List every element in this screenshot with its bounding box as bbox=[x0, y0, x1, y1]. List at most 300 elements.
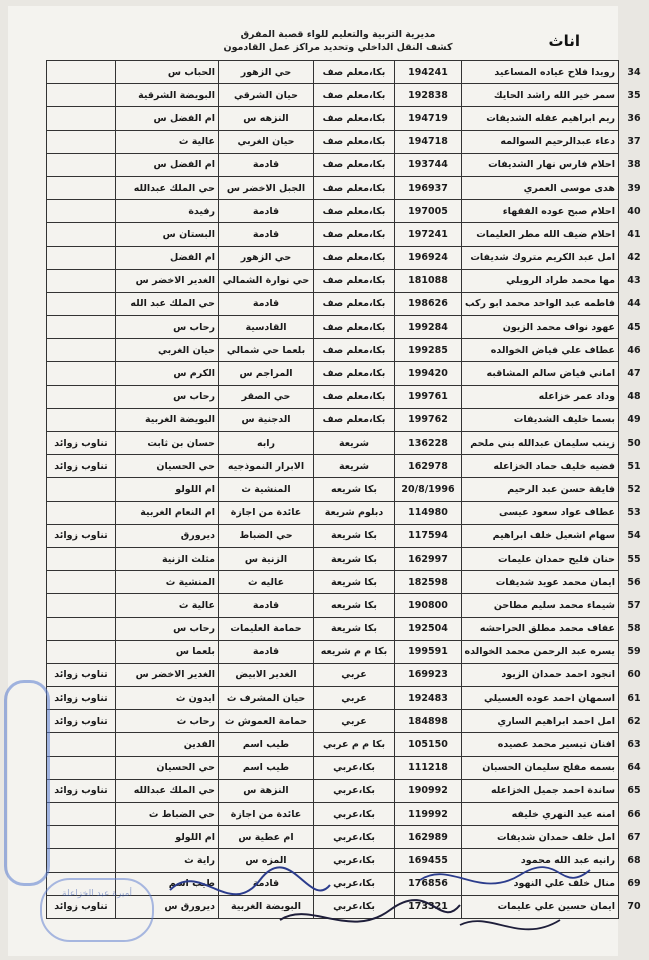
cell-id: 162997 bbox=[395, 547, 462, 570]
cell-from: رابه bbox=[219, 432, 314, 455]
cell-id: 199761 bbox=[395, 385, 462, 408]
blue-stamp-bottom bbox=[40, 878, 154, 942]
cell-note bbox=[47, 153, 116, 176]
table-row bbox=[47, 571, 649, 594]
cell-spec: بكا،معلم صف bbox=[314, 269, 395, 292]
cell-to: بلعما س bbox=[116, 640, 219, 663]
cell-name: سهام اشعيل خلف ابراهيم bbox=[462, 524, 619, 547]
cell-id: 194241 bbox=[395, 61, 462, 84]
cell-to: رحاب س bbox=[116, 385, 219, 408]
cell-id: 169923 bbox=[395, 663, 462, 686]
cell-no: 47 bbox=[627, 368, 641, 380]
cell-note bbox=[47, 61, 116, 84]
cell-no: 39 bbox=[627, 182, 641, 194]
document-header bbox=[208, 28, 468, 54]
cell-spec: بكا،معلم صف bbox=[314, 362, 395, 385]
cell-to: حي الضباط ث bbox=[116, 803, 219, 826]
cell-to: الغدير الاخضر س bbox=[116, 663, 219, 686]
stamp-text: أميرة عبد الخزاعلة bbox=[62, 889, 132, 899]
cell-from: قادمة bbox=[219, 153, 314, 176]
cell-spec: بكا،عربي bbox=[314, 872, 395, 895]
cell-to: رحاب س bbox=[116, 316, 219, 339]
cell-to: رفيدة bbox=[116, 200, 219, 223]
cell-spec: بكا،معلم صف bbox=[314, 107, 395, 130]
cell-id: 181088 bbox=[395, 269, 462, 292]
cell-from: عاليه ث bbox=[219, 571, 314, 594]
cell-note bbox=[47, 408, 116, 431]
cell-to: المنشية ث bbox=[116, 571, 219, 594]
cell-id: 199591 bbox=[395, 640, 462, 663]
cell-note: تناوب زوائد bbox=[47, 895, 116, 918]
cell-from: قادمة bbox=[219, 223, 314, 246]
cell-no: 68 bbox=[627, 854, 641, 866]
cell-spec: عربي bbox=[314, 663, 395, 686]
cell-no: 56 bbox=[627, 576, 641, 588]
table-row bbox=[47, 547, 649, 570]
table-row bbox=[47, 710, 649, 733]
cell-to: ام اللولو bbox=[116, 478, 219, 501]
cell-note: تناوب زوائد bbox=[47, 663, 116, 686]
cell-from: عائدة من اجازة bbox=[219, 501, 314, 524]
cell-spec: بكا،معلم صف bbox=[314, 61, 395, 84]
cell-no: 67 bbox=[627, 831, 641, 843]
cell-from: حيان المشرف ث bbox=[219, 687, 314, 710]
cell-from: حي الصقر bbox=[219, 385, 314, 408]
cell-from: قادمة bbox=[219, 640, 314, 663]
table-row bbox=[47, 687, 649, 710]
table-row bbox=[47, 640, 649, 663]
cell-from: حيان الشرقي bbox=[219, 84, 314, 107]
table-row bbox=[47, 408, 649, 431]
cell-no: 69 bbox=[627, 878, 641, 890]
cell-name: رانيه عبد الله محمود bbox=[462, 849, 619, 872]
table-row bbox=[47, 756, 649, 779]
cell-from: حمامة العليمات bbox=[219, 617, 314, 640]
cell-to: الفدين bbox=[116, 733, 219, 756]
cell-from: البويضة الغربية bbox=[219, 895, 314, 918]
cell-spec: بكا شريعة bbox=[314, 524, 395, 547]
cell-name: عطاف عواد سعود عيسى bbox=[462, 501, 619, 524]
cell-spec: بكا،عربي bbox=[314, 826, 395, 849]
cell-spec: بكا،معلم صف bbox=[314, 385, 395, 408]
cell-to: ام الفضل س bbox=[116, 153, 219, 176]
cell-to: رحاب ث bbox=[116, 710, 219, 733]
cell-id: 197005 bbox=[395, 200, 462, 223]
cell-name: امل عبد الكريم متروك شديفات bbox=[462, 246, 619, 269]
header-line-1: مديرية التربية والتعليم للواء قصبة المفرق bbox=[240, 29, 436, 40]
header-line-2: كشف النقل الداخلي وتحديد مراكز عمل القادمون bbox=[223, 42, 453, 53]
cell-to: ام الفضل س bbox=[116, 107, 219, 130]
cell-from: قادمة bbox=[219, 292, 314, 315]
cell-note bbox=[47, 269, 116, 292]
cell-name: عفاف محمد مطلق الحراحشه bbox=[462, 617, 619, 640]
cell-no: 48 bbox=[627, 391, 641, 403]
cell-to: ام النعام الغربية bbox=[116, 501, 219, 524]
cell-note: تناوب زوائد bbox=[47, 524, 116, 547]
table-row bbox=[47, 339, 649, 362]
cell-no: 40 bbox=[627, 205, 641, 217]
table-row bbox=[47, 663, 649, 686]
cell-from: المنشية ث bbox=[219, 478, 314, 501]
cell-no: 45 bbox=[627, 321, 641, 333]
cell-name: احلام ضيف الله مطر العليمات bbox=[462, 223, 619, 246]
cell-name: احلام فارس نهار الشديفات bbox=[462, 153, 619, 176]
table-row bbox=[47, 594, 649, 617]
cell-id: 111218 bbox=[395, 756, 462, 779]
table-row bbox=[47, 107, 649, 130]
cell-spec: بكا،عربي bbox=[314, 803, 395, 826]
cell-note bbox=[47, 733, 116, 756]
cell-to: الغدير الاخضر س bbox=[116, 269, 219, 292]
cell-name: احلام صبح عوده الفقهاء bbox=[462, 200, 619, 223]
cell-spec: بكا،معلم صف bbox=[314, 176, 395, 199]
cell-name: رويدا فلاح عياده المساعيد bbox=[462, 61, 619, 84]
cell-note bbox=[47, 501, 116, 524]
cell-id: 196937 bbox=[395, 176, 462, 199]
cell-name: يسره عبد الرحمن محمد الخوالده bbox=[462, 640, 619, 663]
cell-to: البستان س bbox=[116, 223, 219, 246]
cell-spec: بكا،معلم صف bbox=[314, 200, 395, 223]
cell-id: 196924 bbox=[395, 246, 462, 269]
cell-spec: بكا شريعه bbox=[314, 478, 395, 501]
cell-no: 34 bbox=[627, 66, 641, 78]
cell-note bbox=[47, 107, 116, 130]
cell-id: 199762 bbox=[395, 408, 462, 431]
cell-id: 162978 bbox=[395, 455, 462, 478]
cell-note: تناوب زوائد bbox=[47, 455, 116, 478]
cell-note: تناوب زوائد bbox=[47, 432, 116, 455]
cell-spec: بكا،عربي bbox=[314, 849, 395, 872]
blue-stamp-left bbox=[4, 680, 50, 886]
cell-to: الحباب س bbox=[116, 61, 219, 84]
cell-from: النزهه س bbox=[219, 107, 314, 130]
cell-to: حيان الغربي bbox=[116, 339, 219, 362]
table-row bbox=[47, 826, 649, 849]
cell-to: ام الفضل bbox=[116, 246, 219, 269]
cell-id: 190800 bbox=[395, 594, 462, 617]
table-row bbox=[47, 223, 649, 246]
cell-note bbox=[47, 200, 116, 223]
cell-note bbox=[47, 385, 116, 408]
cell-name: بسما خليف الشديفات bbox=[462, 408, 619, 431]
cell-no: 52 bbox=[627, 483, 641, 495]
cell-id: 197241 bbox=[395, 223, 462, 246]
cell-note bbox=[47, 176, 116, 199]
cell-note bbox=[47, 292, 116, 315]
cell-from: الدجنية س bbox=[219, 408, 314, 431]
cell-name: فضيه خليف حماد الخزاعله bbox=[462, 455, 619, 478]
cell-from: قادمة bbox=[219, 872, 314, 895]
cell-name: اماني فياض سالم المشاقبه bbox=[462, 362, 619, 385]
cell-spec: بكا،معلم صف bbox=[314, 153, 395, 176]
cell-note bbox=[47, 362, 116, 385]
cell-to: طيب اسم bbox=[116, 872, 219, 895]
cell-no: 66 bbox=[627, 808, 641, 820]
cell-note bbox=[47, 84, 116, 107]
cell-no: 62 bbox=[627, 715, 641, 727]
table-row bbox=[47, 779, 649, 802]
cell-note: تناوب زوائد bbox=[47, 779, 116, 802]
table-row bbox=[47, 246, 649, 269]
cell-note: تناوب زوائد bbox=[47, 687, 116, 710]
cell-note bbox=[47, 803, 116, 826]
cell-from: طيب اسم bbox=[219, 756, 314, 779]
table-row bbox=[47, 803, 649, 826]
cell-no: 64 bbox=[627, 762, 641, 774]
table-row bbox=[47, 153, 649, 176]
cell-id: 182598 bbox=[395, 571, 462, 594]
signatures bbox=[160, 850, 600, 950]
cell-no: 60 bbox=[627, 669, 641, 681]
cell-id: 192483 bbox=[395, 687, 462, 710]
cell-id: 169455 bbox=[395, 849, 462, 872]
table-row bbox=[47, 200, 649, 223]
cell-from: طيب اسم bbox=[219, 733, 314, 756]
table-row bbox=[47, 432, 649, 455]
cell-id: 192838 bbox=[395, 84, 462, 107]
cell-from: الابرار النموذجيه bbox=[219, 455, 314, 478]
table-row bbox=[47, 524, 649, 547]
cell-no: 37 bbox=[627, 136, 641, 148]
cell-no: 63 bbox=[627, 739, 641, 751]
cell-no: 49 bbox=[627, 414, 641, 426]
cell-to: حي الملك عبدالله bbox=[116, 779, 219, 802]
cell-no: 36 bbox=[627, 112, 641, 124]
cell-spec: بكا م م شريعه bbox=[314, 640, 395, 663]
cell-name: افنان تيسير محمد عصيده bbox=[462, 733, 619, 756]
cell-spec: بكا م م عربي bbox=[314, 733, 395, 756]
cell-to: حي الملك عبد الله bbox=[116, 292, 219, 315]
cell-spec: شريعة bbox=[314, 455, 395, 478]
cell-name: ايمان محمد عويد شديفات bbox=[462, 571, 619, 594]
cell-no: 44 bbox=[627, 298, 641, 310]
cell-id: 199284 bbox=[395, 316, 462, 339]
cell-from: قادمة bbox=[219, 594, 314, 617]
cell-no: 57 bbox=[627, 599, 641, 611]
cell-spec: بكا شريعه bbox=[314, 594, 395, 617]
cell-id: 199285 bbox=[395, 339, 462, 362]
transfer-table bbox=[46, 60, 649, 919]
cell-spec: عربي bbox=[314, 710, 395, 733]
cell-to: رحاب س bbox=[116, 617, 219, 640]
cell-name: وداد عمر خزاعله bbox=[462, 385, 619, 408]
cell-note bbox=[47, 849, 116, 872]
cell-from: المزه س bbox=[219, 849, 314, 872]
table-row bbox=[47, 478, 649, 501]
table-row bbox=[47, 455, 649, 478]
cell-note bbox=[47, 246, 116, 269]
cell-from: الغدير الابيض bbox=[219, 663, 314, 686]
cell-id: 136228 bbox=[395, 432, 462, 455]
cell-to: ديرورق bbox=[116, 524, 219, 547]
cell-id: 193744 bbox=[395, 153, 462, 176]
cell-id: 20/8/1996 bbox=[395, 478, 462, 501]
cell-to: راية ث bbox=[116, 849, 219, 872]
cell-id: 117594 bbox=[395, 524, 462, 547]
cell-spec: بكا،معلم صف bbox=[314, 223, 395, 246]
cell-name: اسمهان احمد عوده العسيلي bbox=[462, 687, 619, 710]
cell-id: 194718 bbox=[395, 130, 462, 153]
cell-spec: بكا،معلم صف bbox=[314, 246, 395, 269]
cell-no: 41 bbox=[627, 228, 641, 240]
cell-spec: بكا شريعة bbox=[314, 617, 395, 640]
cell-spec: دبلوم شريعة bbox=[314, 501, 395, 524]
cell-name: هدى موسى العمري bbox=[462, 176, 619, 199]
cell-no: 53 bbox=[627, 507, 641, 519]
cell-from: بلعما حي شمالي bbox=[219, 339, 314, 362]
cell-id: 162989 bbox=[395, 826, 462, 849]
cell-name: مها محمد طراد الرويلي bbox=[462, 269, 619, 292]
cell-name: عهود نواف محمد الزيون bbox=[462, 316, 619, 339]
cell-id: 199420 bbox=[395, 362, 462, 385]
table-row bbox=[47, 733, 649, 756]
cell-id: 194719 bbox=[395, 107, 462, 130]
table-row bbox=[47, 176, 649, 199]
cell-to: ايدون ث bbox=[116, 687, 219, 710]
cell-spec: بكا،معلم صف bbox=[314, 84, 395, 107]
cell-spec: بكا،معلم صف bbox=[314, 130, 395, 153]
cell-spec: بكا،معلم صف bbox=[314, 316, 395, 339]
cell-to: مثلث الزنية bbox=[116, 547, 219, 570]
cell-note bbox=[47, 571, 116, 594]
cell-note bbox=[47, 339, 116, 362]
cell-note bbox=[47, 478, 116, 501]
cell-spec: بكا شريعة bbox=[314, 571, 395, 594]
cell-id: 190992 bbox=[395, 779, 462, 802]
cell-spec: بكا شريعة bbox=[314, 547, 395, 570]
cell-no: 65 bbox=[627, 785, 641, 797]
cell-id: 114980 bbox=[395, 501, 462, 524]
cell-to: ام اللولو bbox=[116, 826, 219, 849]
cell-no: 58 bbox=[627, 623, 641, 635]
cell-no: 50 bbox=[627, 437, 641, 449]
cell-no: 46 bbox=[627, 344, 641, 356]
cell-from: قادمة bbox=[219, 200, 314, 223]
table-row bbox=[47, 269, 649, 292]
cell-to: حي الحسيان bbox=[116, 756, 219, 779]
cell-spec: شريعة bbox=[314, 432, 395, 455]
cell-to: حي الملك عبدالله bbox=[116, 176, 219, 199]
cell-note bbox=[47, 617, 116, 640]
cell-name: بسمه مفلح سليمان الحسبان bbox=[462, 756, 619, 779]
cell-from: حي الزهور bbox=[219, 246, 314, 269]
cell-spec: عربي bbox=[314, 687, 395, 710]
cell-to: حي الحسيان bbox=[116, 455, 219, 478]
table-row bbox=[47, 617, 649, 640]
table-row bbox=[47, 385, 649, 408]
table-row bbox=[47, 130, 649, 153]
cell-from: الجبل الاخضر س bbox=[219, 176, 314, 199]
cell-spec: بكا،عربي bbox=[314, 895, 395, 918]
cell-from: حيان الغربي bbox=[219, 130, 314, 153]
cell-from: حي الضباط bbox=[219, 524, 314, 547]
cell-name: امل خلف حمدان شديفات bbox=[462, 826, 619, 849]
cell-note bbox=[47, 826, 116, 849]
cell-from: عائدة من اجازة bbox=[219, 803, 314, 826]
cell-id: 105150 bbox=[395, 733, 462, 756]
cell-no: 43 bbox=[627, 275, 641, 287]
cell-name: فايقة حسن عبد الرحيم bbox=[462, 478, 619, 501]
table-row bbox=[47, 362, 649, 385]
cell-note bbox=[47, 316, 116, 339]
cell-spec: بكا،عربي bbox=[314, 779, 395, 802]
cell-to: عالية ث bbox=[116, 594, 219, 617]
cell-to: البويضة الشرقية bbox=[116, 84, 219, 107]
cell-spec: بكا،معلم صف bbox=[314, 408, 395, 431]
cell-id: 119992 bbox=[395, 803, 462, 826]
cell-no: 42 bbox=[627, 252, 641, 264]
cell-from: ام عطية س bbox=[219, 826, 314, 849]
cell-name: زينب سليمان عبدالله بني ملحم bbox=[462, 432, 619, 455]
cell-from: المراجم س bbox=[219, 362, 314, 385]
cell-to: حسان بن ثابت bbox=[116, 432, 219, 455]
cell-id: 173321 bbox=[395, 895, 462, 918]
cell-id: 176856 bbox=[395, 872, 462, 895]
cell-note: تناوب زوائد bbox=[47, 710, 116, 733]
cell-name: امنه عيد النهري خليفه bbox=[462, 803, 619, 826]
cell-name: ريم ابراهيم عقله الشديفات bbox=[462, 107, 619, 130]
cell-name: سمر خير الله راشد الحايك bbox=[462, 84, 619, 107]
cell-from: حي الزهور bbox=[219, 61, 314, 84]
cell-from: حمامة العموش ث bbox=[219, 710, 314, 733]
cell-no: 61 bbox=[627, 692, 641, 704]
cell-from: الزنية س bbox=[219, 547, 314, 570]
cell-to: الكرم س bbox=[116, 362, 219, 385]
cell-no: 51 bbox=[627, 460, 641, 472]
cell-to: البويضة الغربية bbox=[116, 408, 219, 431]
cell-name: فاطمه عبد الواحد محمد ابو ركب bbox=[462, 292, 619, 315]
cell-name: ايمان حسين علي عليمات bbox=[462, 895, 619, 918]
cell-id: 184898 bbox=[395, 710, 462, 733]
cell-note bbox=[47, 223, 116, 246]
cell-note bbox=[47, 594, 116, 617]
cell-to: ديرورق س bbox=[116, 895, 219, 918]
table-row bbox=[47, 84, 649, 107]
cell-no: 55 bbox=[627, 553, 641, 565]
cell-no: 70 bbox=[627, 901, 641, 913]
cell-name: حنان فليح حمدان عليمات bbox=[462, 547, 619, 570]
cell-name: دعاء عبدالرحيم السوالمه bbox=[462, 130, 619, 153]
table-row bbox=[47, 501, 649, 524]
cell-name: ساندة احمد جميل الخزاعله bbox=[462, 779, 619, 802]
cell-no: 35 bbox=[627, 89, 641, 101]
cell-name: امل احمد ابراهيم الساري bbox=[462, 710, 619, 733]
cell-name: عطاف علي فياض الخوالده bbox=[462, 339, 619, 362]
table-row bbox=[47, 61, 649, 84]
cell-name: انجود احمد حمدان الزيود bbox=[462, 663, 619, 686]
cell-note bbox=[47, 547, 116, 570]
cell-from: النزهة س bbox=[219, 779, 314, 802]
cell-spec: بكا،معلم صف bbox=[314, 339, 395, 362]
cell-name: شيماء محمد سليم مطاحن bbox=[462, 594, 619, 617]
cell-no: 38 bbox=[627, 159, 641, 171]
cell-no: 54 bbox=[627, 530, 641, 542]
cell-spec: بكا،معلم صف bbox=[314, 292, 395, 315]
cell-note bbox=[47, 640, 116, 663]
cell-note bbox=[47, 130, 116, 153]
section-label: اناث bbox=[548, 32, 580, 50]
cell-from: القادسية bbox=[219, 316, 314, 339]
cell-from: حي نوارة الشمالي bbox=[219, 269, 314, 292]
cell-id: 192504 bbox=[395, 617, 462, 640]
table-row bbox=[47, 316, 649, 339]
cell-id: 198626 bbox=[395, 292, 462, 315]
cell-spec: بكا،عربي bbox=[314, 756, 395, 779]
cell-name: منال خلف علي النهود bbox=[462, 872, 619, 895]
cell-note bbox=[47, 756, 116, 779]
cell-to: عالية ث bbox=[116, 130, 219, 153]
cell-no: 59 bbox=[627, 646, 641, 658]
